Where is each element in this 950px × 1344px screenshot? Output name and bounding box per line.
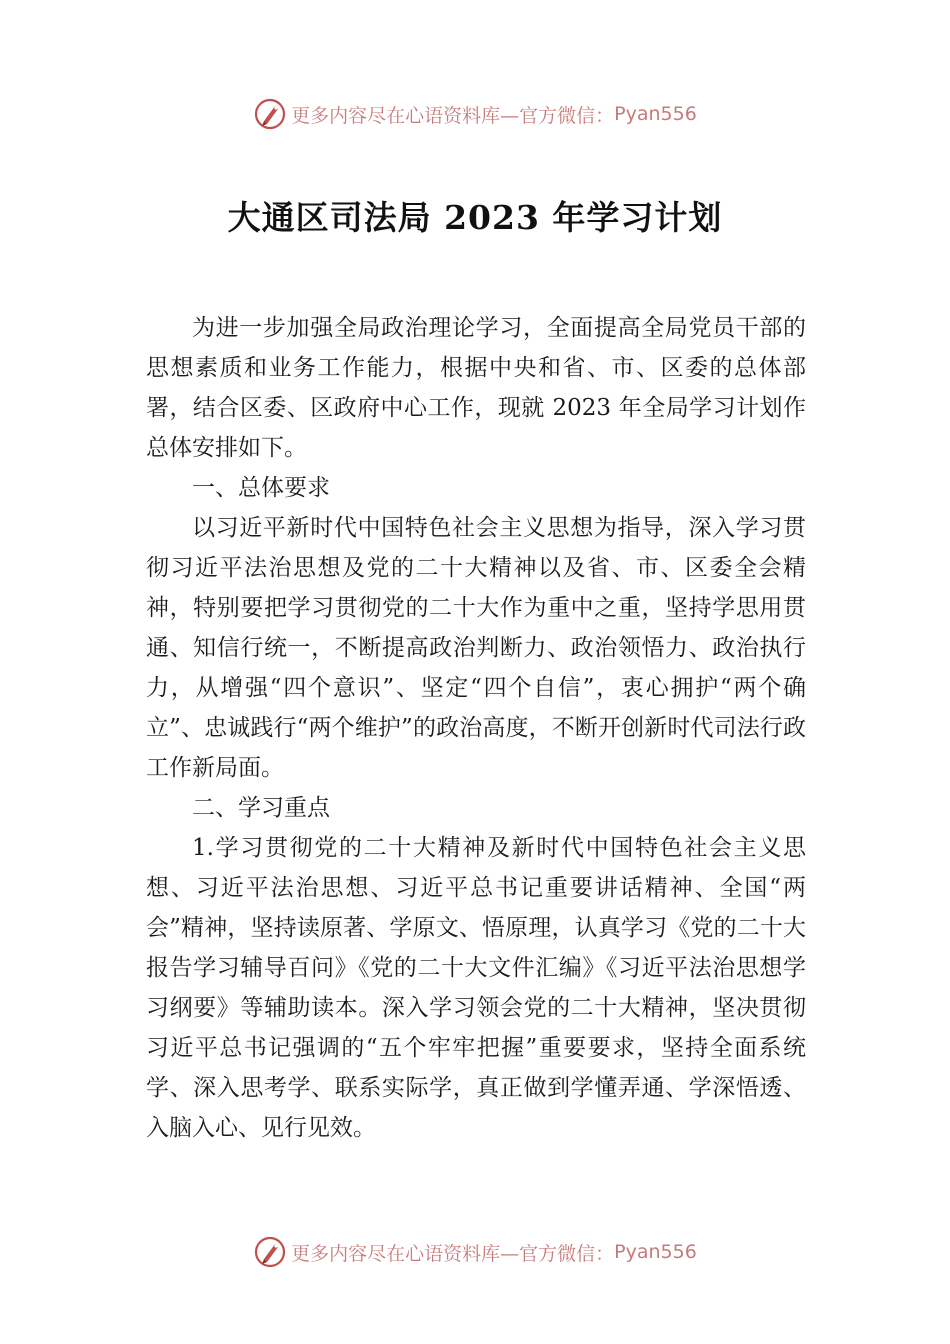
- intro-paragraph: 为进一步加强全局政治理论学习，全面提高全局党员干部的思想素质和业务工作能力，根据中央和省、市、区委的总体部署，结合区委、区政府中心工作，现就 2023 年全局学习计划作总体安排如下。: [146, 315, 806, 461]
- section-paragraph: 以习近平新时代中国特色社会主义思想为指导，深入学习贯彻习近平法治思想及党的二十大精神以及省、市、区委全会精神，特别要把学习贯彻党的二十大作为重中之重，坚持学思用贯通、知信行统一，不断提高政治判断力、政治领悟力、政治执行力，从增强“四个意识”、坚定“四个自信”，衷心拥护“两个确立”、忠诚践行“两个维护”的政治高度，不断开创新时代司法行政工作新局面。: [146, 515, 806, 781]
- watermark-handle: Pyan556: [614, 103, 697, 125]
- section-paragraph: 1.学习贯彻党的二十大精神及新时代中国特色社会主义思想、习近平法治思想、习近平总书记重要讲话精神、全国“两会”精神，坚持读原著、学原文、悟原理，认真学习《党的二十大报告学习辅导百问》《党的二十大文件汇编》《习近平法治思想学习纲要》等辅助读本。深入学习领会党的二十大精神，坚决贯彻习近平总书记强调的“五个牢牢把握”重要要求，坚持全面系统学、深入思考学、联系实际学，真正做到学懂弄通、学深悟透、入脑入心、见行见效。: [146, 835, 806, 1141]
- watermark-text: 更多内容尽在心语资料库—官方微信：: [291, 1242, 615, 1265]
- watermark-handle: Pyan556: [614, 1241, 697, 1263]
- watermark-banner-top: [0, 94, 950, 134]
- watermark-text: 更多内容尽在心语资料库—官方微信：: [291, 104, 615, 127]
- document-body: [146, 308, 806, 1148]
- watermark-banner-bottom: [0, 1232, 950, 1272]
- document-title: 大通区司法局 2023 年学习计划: [227, 198, 723, 237]
- section-heading: 一、总体要求: [192, 475, 330, 501]
- pen-nib-logo-icon: [253, 97, 287, 131]
- pen-nib-logo-icon: [253, 1235, 287, 1269]
- section-heading: 二、学习重点: [192, 795, 330, 821]
